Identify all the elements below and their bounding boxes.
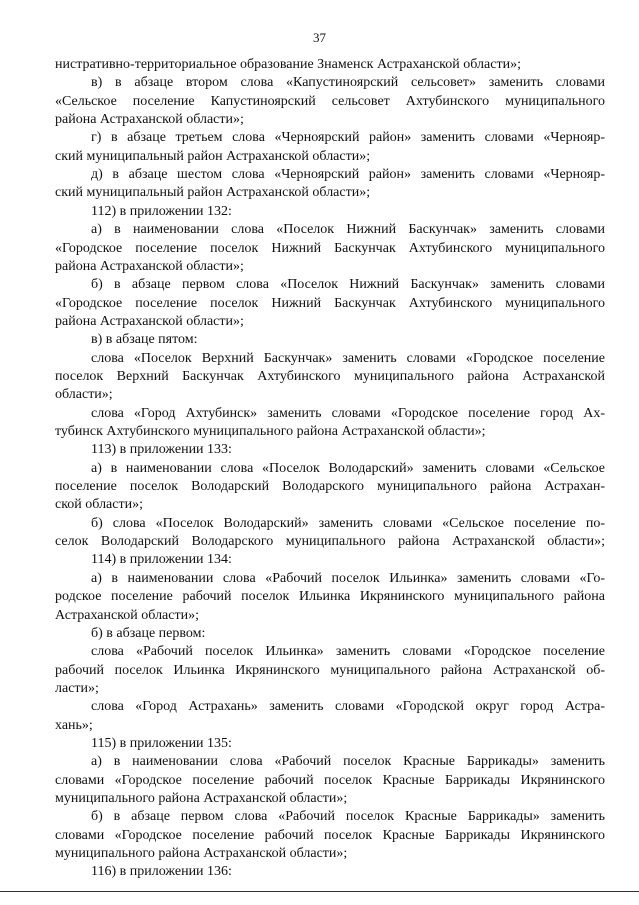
text-line: нистративно-территориальное образование Знаменск Астраханской области»; bbox=[55, 57, 521, 72]
bottom-rule bbox=[0, 891, 639, 892]
text-line: слова «Поселок Верхний Баскунчак» заменить словами «Городское поселение bbox=[91, 350, 605, 366]
text-line: б) в абзаце первом: bbox=[91, 625, 206, 641]
text-line: муниципального района Астраханской области»; bbox=[55, 791, 348, 806]
text-line: б) слова «Поселок Володарский» заменить словами «Сельское поселение по- bbox=[91, 515, 605, 531]
text-line: района Астраханской области»; bbox=[55, 112, 244, 128]
text-line: ский муниципальный район Астраханской области»; bbox=[55, 148, 371, 164]
text-line: в) в абзаце пятом: bbox=[91, 332, 198, 348]
text-line: 116) в приложении 136: bbox=[91, 864, 232, 880]
text-line: «Городское поселение поселок Нижний Баскунчак Ахтубинского муниципального bbox=[55, 240, 605, 256]
text-line: словами «Городское поселение рабочий поселок Красные Баррикады Икрянинского bbox=[55, 772, 605, 788]
text-line: ской области»; bbox=[55, 497, 143, 513]
text-line: поселение поселок Володарский Володарского муниципального района Астрахан- bbox=[55, 479, 605, 495]
text-line: ский муниципальный район Астраханской области»; bbox=[55, 185, 371, 201]
text-line: 115) в приложении 135: bbox=[91, 735, 232, 751]
text-line: б) в абзаце первом слова «Рабочий поселок Красные Баррикады» заменить bbox=[91, 809, 605, 825]
text-line: хань»; bbox=[55, 717, 93, 733]
text-line: а) в наименовании слова «Рабочий поселок Ильинка» заменить словами «Го- bbox=[91, 570, 605, 586]
text-line: «Сельское поселение Капустиноярский сельсовет Ахтубинского муниципального bbox=[55, 93, 605, 109]
text-line: района Астраханской области»; bbox=[55, 258, 244, 274]
text-line: родское поселение рабочий поселок Ильинка Икрянинского муниципального района bbox=[55, 589, 605, 605]
text-line: области»; bbox=[55, 387, 113, 403]
text-line: рабочий поселок Ильинка Икрянинского муниципального района Астраханской об- bbox=[55, 662, 605, 678]
text-line: селок Володарский Володарского муниципального района Астраханской области»; bbox=[55, 534, 605, 550]
text-line: словами «Городское поселение рабочий поселок Красные Баррикады Икрянинского bbox=[55, 827, 605, 843]
text-line: а) в наименовании слова «Поселок Володарский» заменить словами «Сельское bbox=[91, 460, 605, 476]
text-line: ласти»; bbox=[55, 680, 99, 696]
text-line: слова «Город Ахтубинск» заменить словами «Городское поселение город Ах- bbox=[91, 405, 605, 421]
text-line: 114) в приложении 134: bbox=[91, 552, 232, 568]
page-number: 37 bbox=[313, 30, 326, 45]
text-line: «Городское поселение поселок Нижний Баскунчак Ахтубинского муниципального bbox=[55, 295, 605, 311]
text-line: района Астраханской области»; bbox=[55, 313, 244, 329]
text-line: 113) в приложении 133: bbox=[91, 442, 232, 458]
text-line: 112) в приложении 132: bbox=[91, 203, 232, 219]
text-line: а) в наименовании слова «Рабочий поселок Красные Баррикады» заменить bbox=[91, 754, 605, 770]
text-line: д) в абзаце шестом слова «Черноярский район» заменить словами «Чернояр- bbox=[91, 167, 605, 183]
text-line: слова «Рабочий поселок Ильинка» заменить словами «Городское поселение bbox=[91, 644, 605, 660]
text-line: тубинск Ахтубинского муниципального района Астраханской области»; bbox=[55, 424, 486, 439]
text-line: г) в абзаце третьем слова «Черноярский район» заменить словами «Чернояр- bbox=[91, 130, 605, 146]
text-line: б) в абзаце первом слова «Поселок Нижний Баскунчак» заменить словами bbox=[91, 277, 605, 293]
text-line: в) в абзаце втором слова «Капустиноярский сельсовет» заменить словами bbox=[91, 75, 605, 91]
text-line: слова «Город Астрахань» заменить словами «Городской округ город Астра- bbox=[91, 699, 605, 715]
text-line: муниципального района Астраханской области»; bbox=[55, 846, 348, 862]
text-line: а) в наименовании слова «Поселок Нижний Баскунчак» заменить словами bbox=[91, 222, 605, 238]
text-line: Астраханской области»; bbox=[55, 607, 199, 623]
text-line: поселок Верхний Баскунчак Ахтубинского муниципального района Астраханской bbox=[55, 368, 605, 384]
